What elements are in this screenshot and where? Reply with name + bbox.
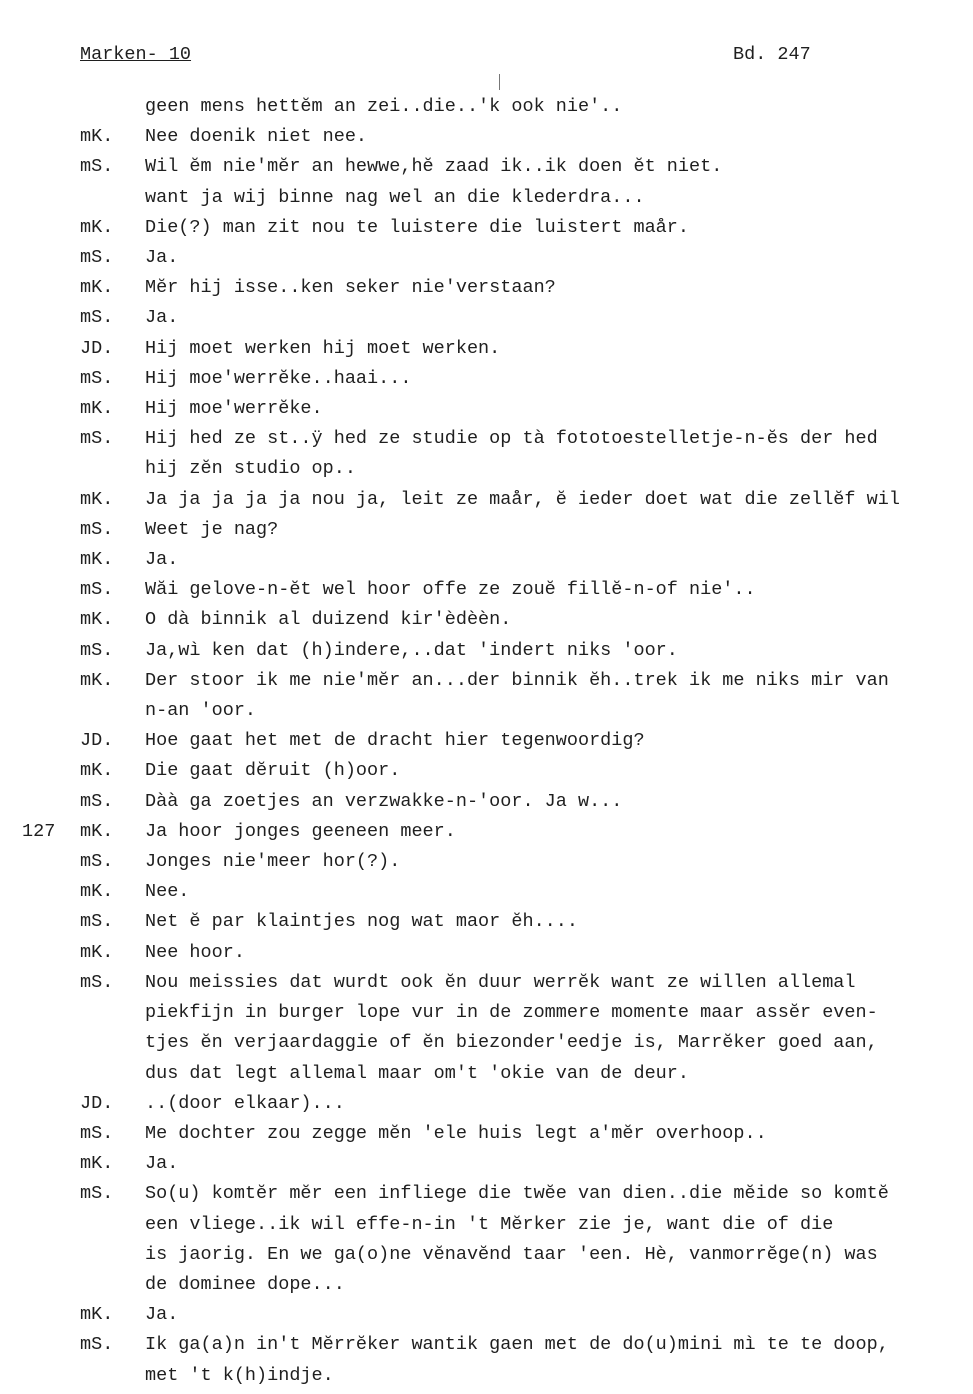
transcript-turn xyxy=(0,213,973,243)
speaker-label: mK. xyxy=(80,277,114,299)
speaker-label: mS. xyxy=(80,911,114,933)
utterance-text: Net ĕ par klaintjes nog wat maor ĕh.... xyxy=(145,911,578,933)
speaker-label: mS. xyxy=(80,579,114,601)
speaker-label: mS. xyxy=(80,307,114,329)
transcript-turn xyxy=(0,1119,973,1149)
page-number: Bd. 247 xyxy=(733,44,811,65)
transcript-turn xyxy=(0,303,973,333)
transcript-turn xyxy=(0,877,973,907)
utterance-text: Ik ga(a)n in't Mĕrrĕker wantik gaen met de do(u)mini mì te te doop, met 't k(h)indje. xyxy=(145,1334,889,1386)
utterance-text: Ja. xyxy=(145,307,179,329)
utterance-text: Nee. xyxy=(145,881,190,903)
speaker-label: mK. xyxy=(80,1153,114,1175)
transcript-turn xyxy=(0,938,973,968)
utterance-text: Hij hed ze st..ÿ hed ze studie op tà fototoestelletje-n-ĕs der hed hij zĕn studio op.. xyxy=(145,428,878,480)
transcript-turn xyxy=(0,545,973,575)
transcript-turn xyxy=(0,273,973,303)
speaker-label: mS. xyxy=(80,851,114,873)
utterance-text: Weet je nag? xyxy=(145,518,279,540)
utterance-text: Hij moe'werrĕke..haai... xyxy=(145,367,412,389)
transcript-turn xyxy=(0,636,973,666)
utterance-text: Ja hoor jonges geeneen meer. xyxy=(145,820,456,842)
transcript-turn xyxy=(0,1179,973,1300)
speaker-label: mS. xyxy=(80,1183,114,1205)
transcript-turn xyxy=(0,394,973,424)
utterance-text: Hoe gaat het met de dracht hier tegenwoordig? xyxy=(145,730,645,752)
utterance-text: Ja,wì ken dat (h)indere,..dat 'indert niks 'oor. xyxy=(145,639,678,661)
transcript-turn xyxy=(0,1300,973,1330)
transcript-turn xyxy=(0,726,973,756)
utterance-text: Ja. xyxy=(145,549,179,571)
page-mark xyxy=(499,74,500,90)
transcript-turn xyxy=(0,152,973,212)
transcript-turn xyxy=(0,364,973,394)
utterance-text: Hij moet werken hij moet werken. xyxy=(145,337,501,359)
transcript-turn xyxy=(0,424,973,484)
speaker-label: mK. xyxy=(80,881,114,903)
utterance-text: Wil ĕm nie'mĕr an hewwe,hĕ zaad ik..ik doen ĕt niet. want ja wij binne nag wel an die klederdra... xyxy=(145,156,723,208)
utterance-text: Die(?) man zit nou te luistere die luistert maår. xyxy=(145,216,689,238)
transcript-body xyxy=(0,92,973,1391)
speaker-label: mK. xyxy=(80,216,114,238)
utterance-text: Der stoor ik me nie'mĕr an...der binnik ĕh..trek ik me niks mir van n-an 'oor. xyxy=(145,669,889,722)
transcript-turn xyxy=(0,847,973,877)
speaker-label: mK. xyxy=(80,398,114,420)
transcript-turn xyxy=(0,968,973,1089)
speaker-label: JD. xyxy=(80,1092,114,1114)
utterance-text: Nee hoor. xyxy=(145,941,245,963)
speaker-label: mS. xyxy=(80,639,114,661)
utterance-text: So(u) komtĕr mĕr een infliege die twĕe van dien..die mĕide so komtĕ een vliege..ik wil effe-n-in 't Mĕrker zie je, want die of die is jaorig. En we ga(o)ne vĕnavĕnd taar 'een. Hè, vanmorrĕge(n) was de dominee dope... xyxy=(145,1183,889,1295)
speaker-label: mK. xyxy=(80,760,114,782)
transcript-turn xyxy=(0,92,973,122)
utterance-text: Ja. xyxy=(145,247,179,269)
transcript-turn xyxy=(0,515,973,545)
utterance-text: Mĕr hij isse..ken seker nie'verstaan? xyxy=(145,277,556,299)
utterance-text: Jonges nie'meer hor(?). xyxy=(145,851,401,873)
page-header xyxy=(0,44,973,72)
speaker-label: mK. xyxy=(80,669,114,691)
utterance-text: Nou meissies dat wurdt ook ĕn duur werrĕk want ze willen allemal piekfijn in burger lope vur in de zommere momente maar assĕr even- tjes ĕn verjaardaggie of ĕn biezonder'eedje is, Marrĕker goed aan, dus dat legt allemal maar om't 'okie van de deur. xyxy=(145,971,878,1084)
transcript-turn xyxy=(0,817,973,847)
speaker-label: mS. xyxy=(80,367,114,389)
speaker-label: mK. xyxy=(80,941,114,963)
speaker-label: mS. xyxy=(80,247,114,269)
utterance-text: Hij moe'werrĕke. xyxy=(145,398,323,420)
transcript-turn xyxy=(0,1149,973,1179)
transcript-turn xyxy=(0,756,973,786)
transcript-turn xyxy=(0,1330,973,1390)
speaker-label: mS. xyxy=(80,428,114,450)
transcript-turn xyxy=(0,907,973,937)
utterance-text: Ja. xyxy=(145,1153,179,1175)
speaker-label: mS. xyxy=(80,518,114,540)
utterance-text: Ja. xyxy=(145,1304,179,1326)
speaker-label: JD. xyxy=(80,337,114,359)
speaker-label: mK. xyxy=(80,488,114,510)
speaker-label: mK. xyxy=(80,1304,114,1326)
transcript-turn xyxy=(0,787,973,817)
speaker-label: mK. xyxy=(80,549,114,571)
speaker-label: mK. xyxy=(80,126,114,148)
speaker-label: mS. xyxy=(80,790,114,812)
speaker-label: mK. xyxy=(80,820,114,842)
transcript-turn xyxy=(0,1089,973,1119)
transcript-turn xyxy=(0,575,973,605)
transcript-turn xyxy=(0,605,973,635)
transcript-turn xyxy=(0,122,973,152)
speaker-label: mS. xyxy=(80,1122,114,1144)
speaker-label: mK. xyxy=(80,609,114,631)
utterance-text: ..(door elkaar)... xyxy=(145,1092,345,1114)
utterance-text: Me dochter zou zegge mĕn 'ele huis legt a'mĕr overhoop.. xyxy=(145,1122,767,1144)
transcript-turn xyxy=(0,243,973,273)
utterance-text: geen mens hettĕm an zei..die..'k ook nie'.. xyxy=(145,96,623,117)
utterance-text: Ja ja ja ja ja nou ja, leit ze maår, ĕ ieder doet wat die zellĕf wil xyxy=(145,488,900,510)
transcript-turn xyxy=(0,485,973,515)
speaker-label: mS. xyxy=(80,971,114,993)
transcript-turn xyxy=(0,666,973,726)
margin-line-number: 127 xyxy=(22,820,56,842)
speaker-label: mS. xyxy=(80,1334,114,1356)
speaker-label: JD. xyxy=(80,730,114,752)
document-title: Marken- 10 xyxy=(80,44,192,65)
speaker-label: mS. xyxy=(80,156,114,178)
utterance-text: Wăi gelove-n-ĕt wel hoor offe ze zouĕ fillĕ-n-of nie'.. xyxy=(145,579,756,601)
utterance-text: O dà binnik al duizend kir'èdèèn. xyxy=(145,609,512,631)
utterance-text: Nee doenik niet nee. xyxy=(145,126,368,148)
transcript-turn xyxy=(0,334,973,364)
utterance-text: Die gaat dĕruit (h)oor. xyxy=(145,760,401,782)
utterance-text: Dàà ga zoetjes an verzwakke-n-'oor. Ja w... xyxy=(145,790,623,812)
